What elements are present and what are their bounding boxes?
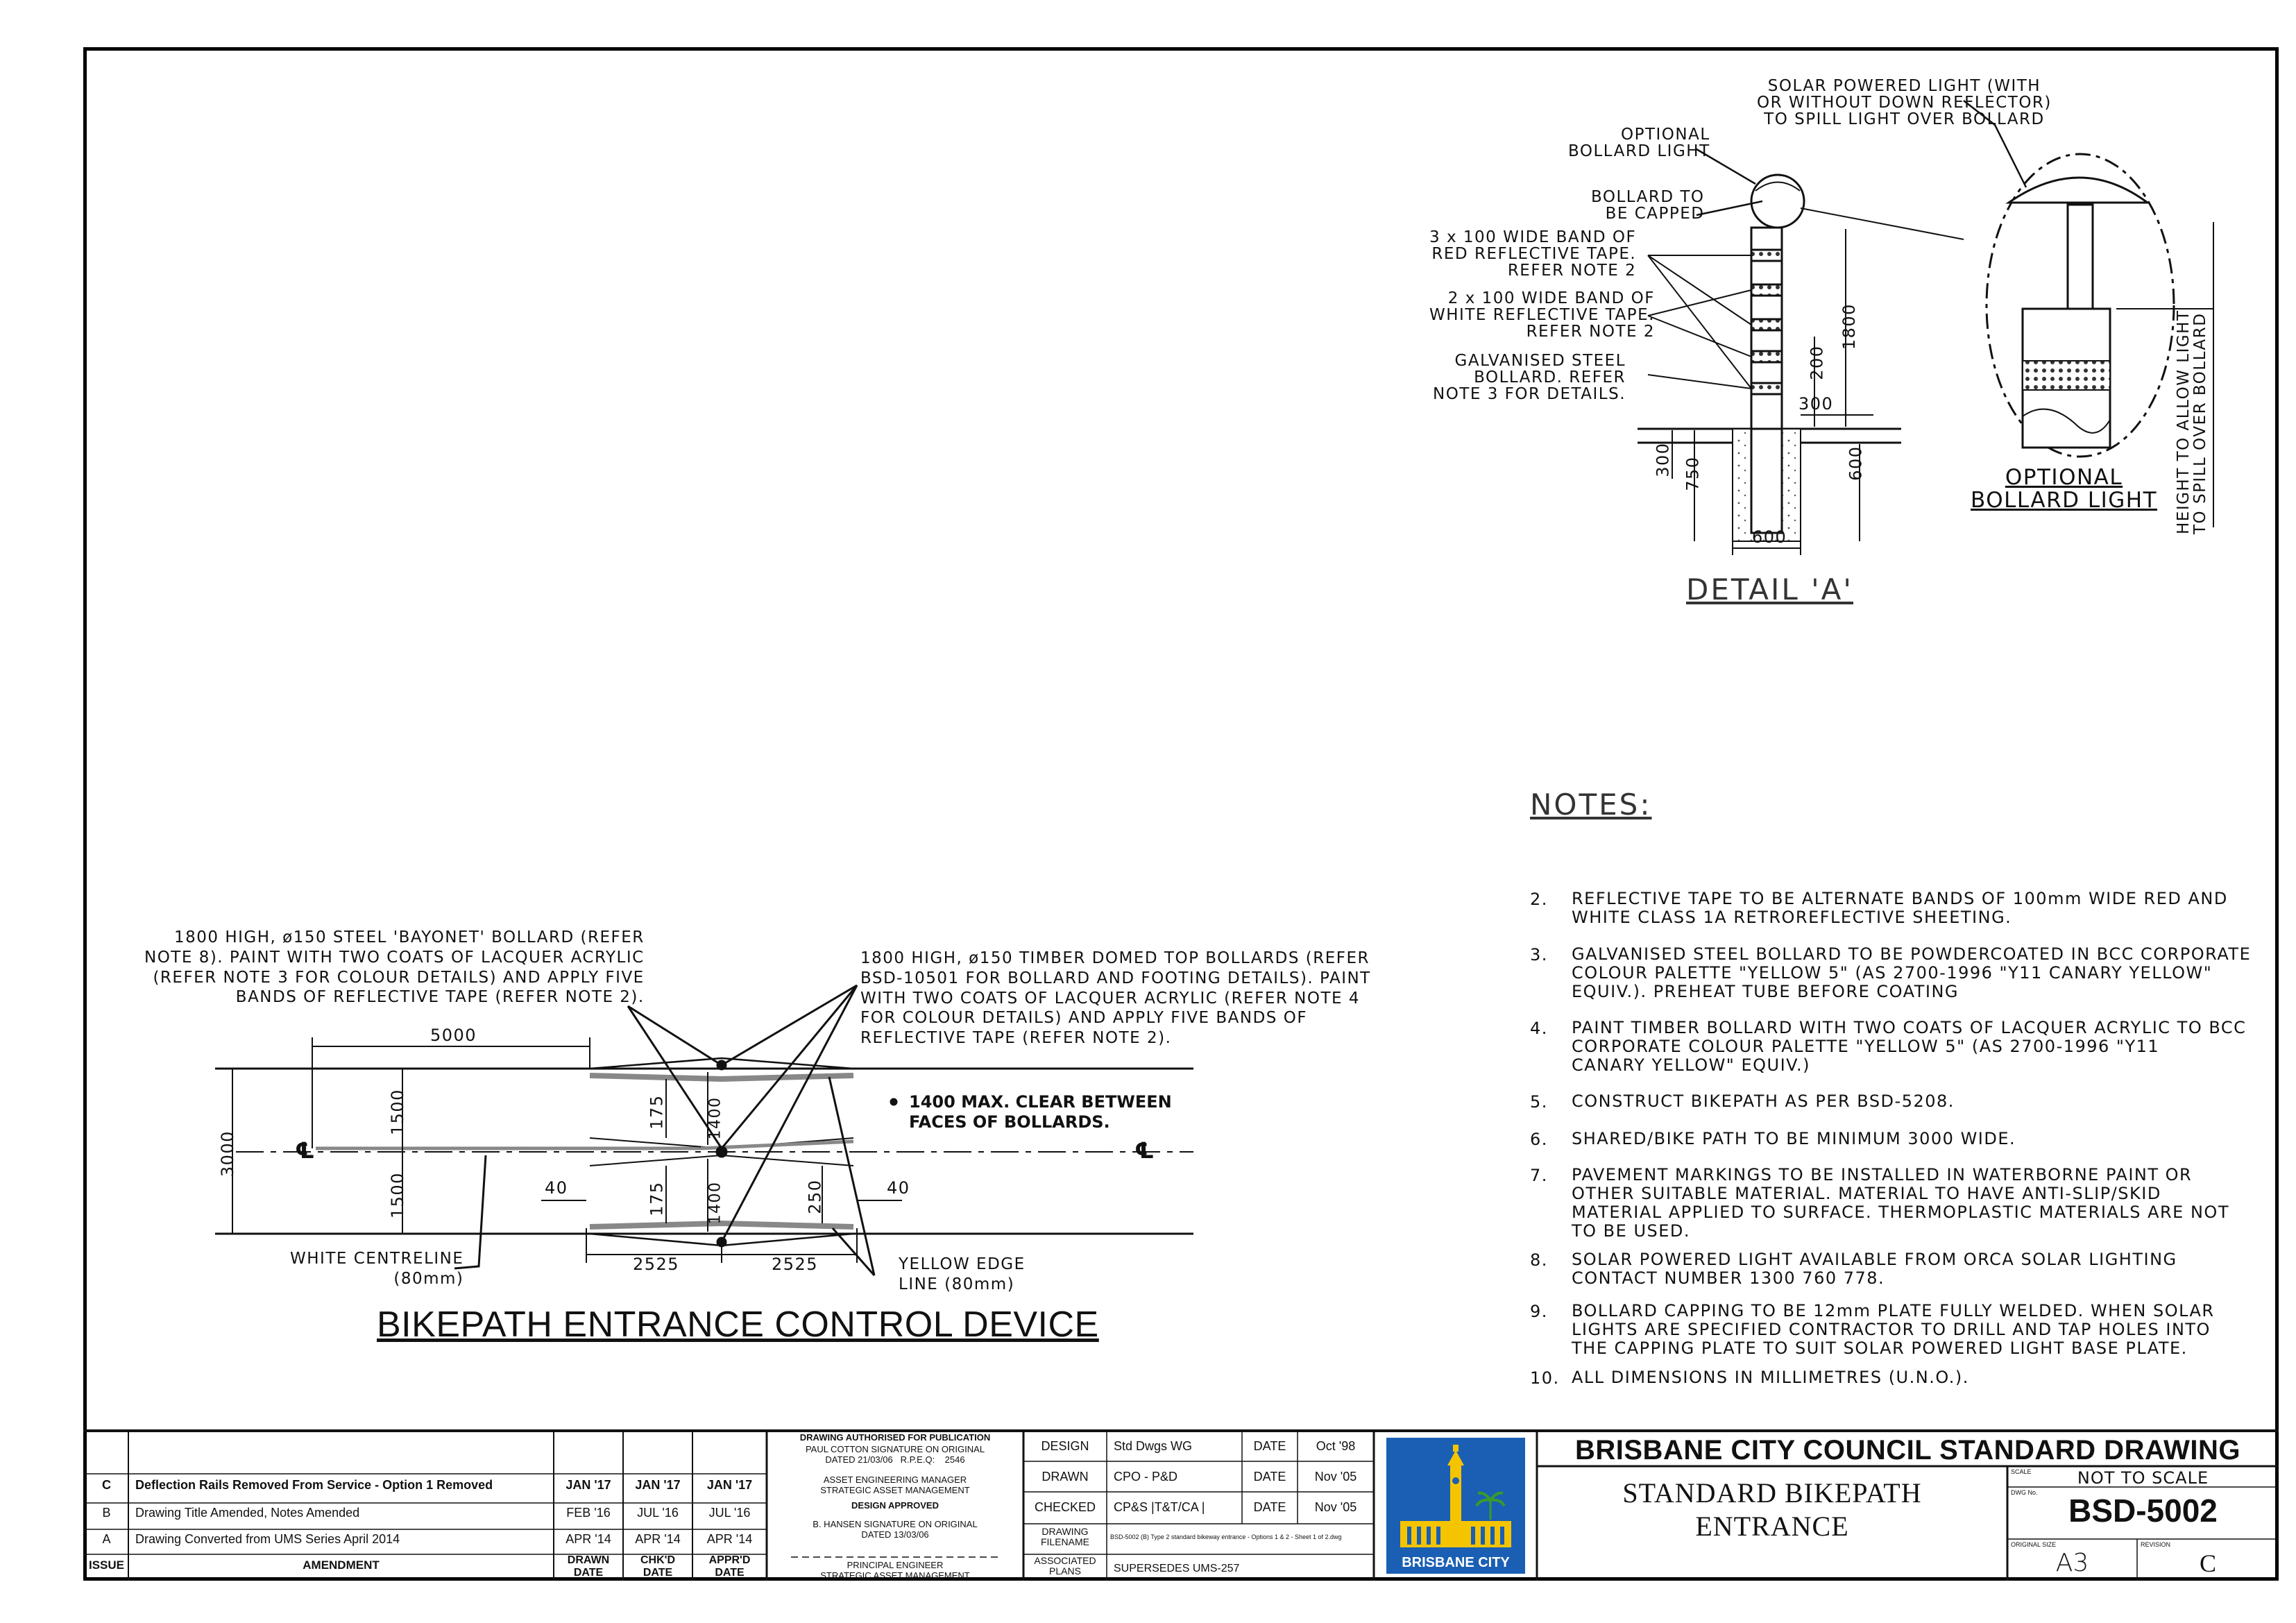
original-size: A3 [2055,1549,2089,1577]
dim-1400-bottom: 1400 [706,1181,724,1225]
amendment-issue: B [102,1506,111,1520]
amendment-text: Deflection Rails Removed From Service - Option 1 Removed [135,1478,493,1492]
amendment-apprd-date: JAN '17 [706,1478,753,1492]
note-number: 6. [1530,1130,1548,1149]
dim-5000: 5000 [430,1026,477,1045]
callout-optional-light: OPTIONAL BOLLARD LIGHT [1568,126,1710,161]
note-text: ALL DIMENSIONS IN MILLIMETRES (U.N.O.). [1572,1368,1969,1387]
amendment-drawn-date: FEB '16 [566,1506,611,1520]
city-hall-icon [1386,1438,1525,1574]
checked-value: CP&S |T&T/CA | [1114,1500,1205,1514]
amendment-chkd-date: JUL '16 [637,1506,679,1520]
scale-label: SCALE [2011,1468,2032,1475]
callout-white-tape: 2 x 100 WIDE BAND OF WHITE REFLECTIVE TAPE. REFER NOTE 2 [1429,289,1655,341]
authorised-signature-2: B. HANSEN SIGNATURE ON ORIGINAL DATED 13/03/06 [813,1519,978,1540]
yellow-edge-label: YELLOW EDGE LINE (80mm) [899,1255,1026,1293]
authorised-role-2: PRINCIPAL ENGINEER STRATEGIC ASSET MANAGEMENT [820,1560,970,1581]
authorised-heading: DRAWING AUTHORISED FOR PUBLICATION [799,1432,991,1443]
design-approved-heading: DESIGN APPROVED [851,1500,939,1511]
callout-solar-light: SOLAR POWERED LIGHT (WITH OR WITHOUT DOWN REFLECTOR) TO SPILL LIGHT OVER BOLLARD [1757,77,2052,129]
dim-1500-top: 1500 [387,1089,407,1136]
amendment-apprd-date: JUL '16 [708,1506,751,1520]
dim-300-vert: 300 [1653,442,1673,477]
amendment-apprd-date: APR '14 [706,1532,753,1546]
amendment-text: Drawing Title Amended, Notes Amended [135,1506,360,1520]
dwg-no-label: DWG No. [2011,1489,2038,1496]
dim-40-right: 40 [887,1178,910,1198]
dim-750: 750 [1683,456,1703,491]
centreline-symbol-left: ℄ [295,1137,315,1164]
plans-value: SUPERSEDES UMS-257 [1114,1563,1240,1574]
notes-heading: NOTES: [1530,788,1652,822]
dim-1500-bottom: 1500 [387,1172,407,1219]
note-number: 8. [1530,1250,1548,1270]
checked-date-label: DATE [1253,1500,1286,1514]
callout-red-tape: 3 x 100 WIDE BAND OF RED REFLECTIVE TAPE. REFER NOTE 2 [1429,228,1637,280]
amendment-issue: A [102,1532,111,1546]
design-value: Std Dwgs WG [1114,1439,1193,1453]
note-number: 9. [1530,1302,1548,1321]
authorised-signature-1: PAUL COTTON SIGNATURE ON ORIGINAL DATED 21/03/06 R.P.E.Q: 2546 [805,1444,985,1465]
dim-40-left: 40 [545,1178,568,1198]
original-size-label: ORIGINAL SIZE [2011,1541,2057,1548]
amendment-issue: C [102,1478,111,1492]
drawn-label: DRAWN [1041,1470,1089,1484]
note-number: 4. [1530,1019,1548,1038]
dim-2525-right: 2525 [772,1255,819,1274]
note-number: 7. [1530,1166,1548,1185]
note-number: 5. [1530,1092,1548,1112]
dim-600-horiz: 600 [1752,527,1787,547]
note-text: SHARED/BIKE PATH TO BE MINIMUM 3000 WIDE. [1572,1129,2016,1148]
note-text: BOLLARD CAPPING TO BE 12mm PLATE FULLY WELDED. WHEN SOLAR LIGHTS ARE SPECIFIED CONTRACTOR TO DRILL AND TAP HOLES INTO THE CAPPING PLATE TO SUIT SOLAR POWERED LIGHT BASE PLATE. [1572,1301,2215,1358]
revision-label: REVISION [2141,1541,2171,1548]
authorised-role-1: ASSET ENGINEERING MANAGER STRATEGIC ASSET MANAGEMENT [820,1475,970,1495]
logo-text: BRISBANE CITY [1402,1555,1510,1570]
note-number: 3. [1530,945,1548,965]
dim-1800: 1800 [1839,303,1859,350]
checked-date: Nov '05 [1314,1500,1357,1514]
header-apprd-date: APPR'D DATE [708,1554,751,1579]
header-chkd-date: CHK'D DATE [640,1554,676,1579]
dim-600-vert: 600 [1846,445,1866,481]
clear-between-note: 1400 MAX. CLEAR BETWEEN FACES OF BOLLARDS. [909,1092,1172,1132]
design-date-label: DATE [1253,1439,1286,1453]
drawn-date: Nov '05 [1314,1470,1357,1484]
dim-3000: 3000 [217,1130,237,1178]
note-number: 2. [1530,890,1548,909]
checked-label: CHECKED [1034,1500,1096,1514]
note-text: GALVANISED STEEL BOLLARD TO BE POWDERCOATED IN BCC CORPORATE COLOUR PALETTE "YELLOW 5" (AS 2700-1996 "Y11 CANARY YELLOW" EQUIV.). PREHEAT TUBE BEFORE COATING [1572,944,2252,1001]
plan-title: BIKEPATH ENTRANCE CONTROL DEVICE [377,1305,1099,1345]
filename-value: BSD-5002 (B) Type 2 standard bikeway entrance - Options 1 & 2 - Sheet 1 of 2.dwg [1110,1533,1342,1540]
plans-label: ASSOCIATED PLANS [1034,1555,1096,1577]
drawn-date-label: DATE [1253,1470,1286,1484]
note-text: CONSTRUCT BIKEPATH AS PER BSD-5208. [1572,1091,1955,1111]
drawing-number: BSD-5002 [2068,1493,2218,1529]
white-centreline-label: WHITE CENTRELINE (80mm) [290,1250,464,1288]
note-text: PAINT TIMBER BOLLARD WITH TWO COATS OF LACQUER ACRYLIC TO BCC CORPORATE COLOUR PALETTE "YELLOW 5" (AS 2700-1996 "Y11 CANARY YELLOW" EQUIV.) [1572,1018,2247,1075]
drawing-title: STANDARD BIKEPATH ENTRANCE [1622,1477,1922,1542]
dim-1400-top: 1400 [706,1096,724,1140]
amendment-chkd-date: JAN '17 [635,1478,681,1492]
note-text: SOLAR POWERED LIGHT AVAILABLE FROM ORCA SOLAR LIGHTING CONTACT NUMBER 1300 760 778. [1572,1250,2177,1288]
callout-bollard-capped: BOLLARD TO BE CAPPED [1591,188,1705,223]
dim-175-top: 175 [647,1094,667,1130]
steel-bollard-note: 1800 HIGH, ø150 STEEL 'BAYONET' BOLLARD (REFER NOTE 8). PAINT WITH TWO COATS OF LACQUER ACRYLIC (REFER NOTE 3 FOR COLOUR DETAILS) AND APPLY FIVE BANDS OF REFLECTIVE TAPE (REFER NOTE 2). [144,928,645,1007]
note-number: 10. [1530,1368,1560,1388]
design-label: DESIGN [1041,1439,1089,1453]
callout-galvanised: GALVANISED STEEL BOLLARD. REFER NOTE 3 FOR DETAILS. [1433,352,1626,404]
amendment-chkd-date: APR '14 [635,1532,681,1546]
dim-300-horiz: 300 [1798,394,1834,414]
filename-label: DRAWING FILENAME [1040,1526,1089,1548]
optional-light-title: OPTIONAL BOLLARD LIGHT [1971,465,2158,513]
council-title: BRISBANE CITY COUNCIL STANDARD DRAWING [1574,1435,2241,1465]
design-date: Oct '98 [1316,1439,1356,1453]
revision: C [2199,1549,2216,1577]
header-drawn-date: DRAWN DATE [567,1554,610,1579]
height-note: HEIGHT TO ALLOW LIGHT TO SPILL OVER BOLLARD [2175,309,2210,534]
scale-value: NOT TO SCALE [2077,1468,2209,1488]
header-issue: ISSUE [88,1558,125,1572]
dim-200: 200 [1807,345,1827,380]
dim-175-bottom: 175 [647,1181,667,1216]
centreline-symbol-right: ℄ [1134,1137,1155,1164]
dim-250: 250 [805,1179,825,1214]
timber-bollard-note: 1800 HIGH, ø150 TIMBER DOMED TOP BOLLARDS (REFER BSD-10501 FOR BOLLARD AND FOOTING DETAILS). PAINT WITH TWO COATS OF LACQUER ACRYLIC (REFER NOTE 4 FOR COLOUR DETAILS) AND APPLY FIVE BANDS OF REFLECTIVE TAPE (REFER NOTE 2). [860,949,1371,1047]
dim-2525-left: 2525 [633,1255,680,1274]
amendment-text: Drawing Converted from UMS Series April 2014 [135,1532,400,1546]
note-text: REFLECTIVE TAPE TO BE ALTERNATE BANDS OF 100mm WIDE RED AND WHITE CLASS 1A RETROREFLECTIVE SHEETING. [1572,889,2228,927]
note-text: PAVEMENT MARKINGS TO BE INSTALLED IN WATERBORNE PAINT OR OTHER SUITABLE MATERIAL. MATERIAL TO HAVE ANTI-SLIP/SKID MATERIAL APPLIED TO SURFACE. THERMOPLASTIC MATERIALS ARE NOT TO BE USED. [1572,1165,2229,1241]
amendment-drawn-date: APR '14 [566,1532,611,1546]
detail-a-title: DETAIL 'A' [1686,572,1853,606]
drawn-value: CPO - P&D [1114,1470,1178,1484]
amendment-drawn-date: JAN '17 [566,1478,611,1492]
brisbane-city-logo [1386,1438,1525,1574]
header-amendment: AMENDMENT [303,1558,380,1572]
